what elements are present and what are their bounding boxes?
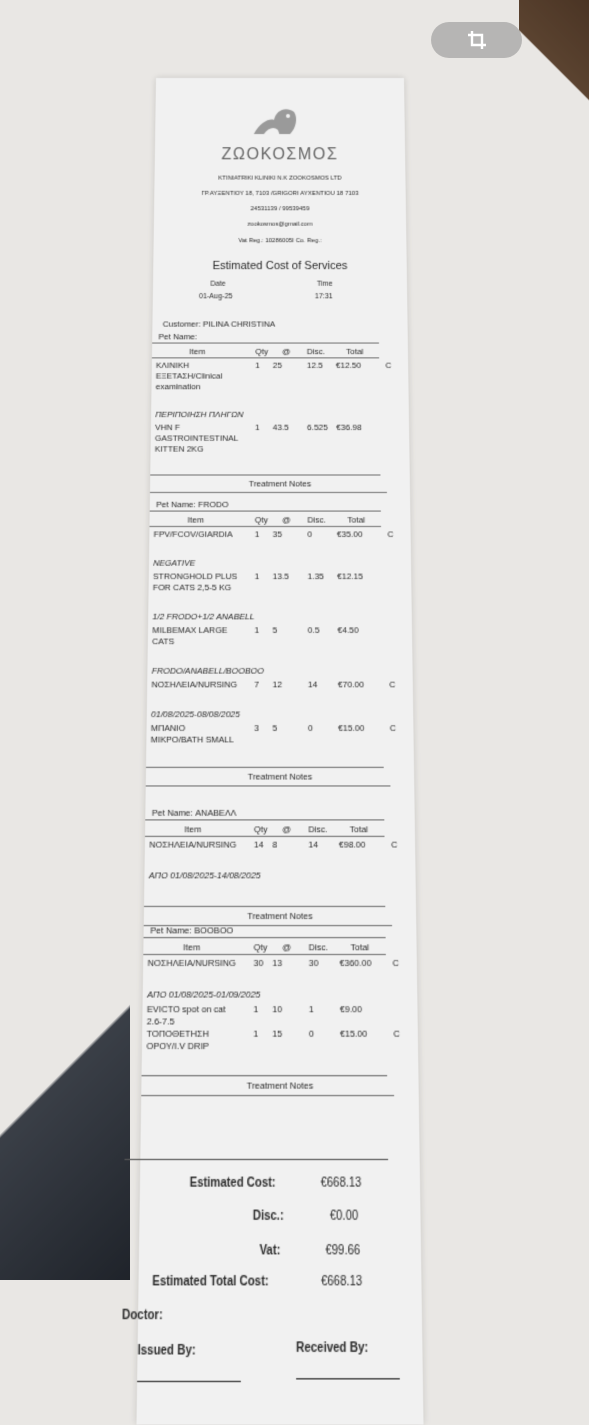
line-name: STRONGHOLD PLUS xyxy=(152,571,238,582)
treatment-notes-label: Treatment Notes xyxy=(247,771,313,782)
line-total: €70.00 xyxy=(337,679,365,690)
treatment-note: ΑΠΟ 01/08/2025-01/09/2025 xyxy=(147,989,261,1001)
line-qty: 30 xyxy=(253,957,264,969)
line-qty: 1 xyxy=(255,422,260,433)
notes-divider xyxy=(146,767,384,768)
line-name: VHN F xyxy=(155,422,181,433)
treatment-note: 1/2 FRODO+1/2 ANABELL xyxy=(152,611,255,622)
estimated-total-value: €668.13 xyxy=(321,1275,363,1290)
received-signature-line xyxy=(296,1378,400,1379)
line-name: examination xyxy=(155,381,201,392)
line-qty: 1 xyxy=(253,1028,259,1040)
line-name: ΜΠΑΝΙΟ xyxy=(150,722,186,734)
line-total: €12.50 xyxy=(335,360,362,371)
disc-col-header: Disc. xyxy=(306,346,326,357)
line-qty: 3 xyxy=(254,722,259,734)
line-at: 8 xyxy=(272,839,278,850)
line-disc: 0 xyxy=(308,1028,314,1040)
treatment-notes-label: Treatment Notes xyxy=(247,910,313,922)
pet-name: Pet Name: BOOBOO xyxy=(150,924,234,936)
notes-divider xyxy=(150,474,380,475)
treatment-note: FRODO/ANABELL/BOOBOO xyxy=(151,665,264,676)
line-at: 5 xyxy=(272,722,278,734)
treatment-note: NEGATIVE xyxy=(153,557,196,568)
line-flag: C xyxy=(385,360,392,371)
wood-background xyxy=(519,0,589,150)
line-name: MILBEMAX LARGE xyxy=(152,625,228,636)
line-flag: C xyxy=(389,722,397,734)
date-value: 01-Aug-25 xyxy=(198,293,233,301)
time-label: Time xyxy=(316,280,333,288)
treatment-note: ΠΕΡΙΠΟΙΗΣΗ ΠΛΗΓΩΝ xyxy=(155,409,244,420)
pet-name: Pet Name: ΑΝΑΒΕΛΛ xyxy=(151,807,237,819)
clinic-email: zookosmos@gmail.com xyxy=(247,221,313,228)
crop-icon xyxy=(467,30,487,50)
header-divider xyxy=(143,954,386,955)
line-at: 35 xyxy=(272,529,283,540)
dark-background xyxy=(0,950,130,1280)
header-divider xyxy=(149,526,381,527)
line-total: €4.50 xyxy=(337,625,359,636)
total-col-header: Total xyxy=(347,514,366,525)
line-at: 5 xyxy=(272,625,278,636)
line-disc: 0 xyxy=(307,722,313,734)
at-col-header: @ xyxy=(282,346,291,357)
line-disc: 14 xyxy=(308,839,319,850)
issued-signature-line xyxy=(137,1381,241,1382)
line-name: CATS xyxy=(152,636,175,647)
line-total: €12.15 xyxy=(337,571,364,582)
line-name: ΝΟΣΗΛΕΙΑ/NURSING xyxy=(149,839,237,850)
estimated-cost-value: €668.13 xyxy=(320,1176,362,1191)
treatment-notes-label: Treatment Notes xyxy=(248,478,312,489)
clinic-vat: Vat Reg.: 10286005I Co. Reg.: xyxy=(238,238,322,245)
date-label: Date xyxy=(210,280,226,288)
line-disc: 6.525 xyxy=(307,422,328,433)
disc-col-header: Disc. xyxy=(307,514,327,525)
line-disc: 0 xyxy=(307,529,313,540)
pet-name: Pet Name: xyxy=(158,331,198,342)
issued-by-label: Issued By: xyxy=(137,1343,196,1359)
line-disc: 30 xyxy=(308,957,319,969)
header-divider xyxy=(145,819,384,820)
line-qty: 1 xyxy=(254,529,260,540)
line-name: KITTEN 2KG xyxy=(154,444,204,454)
item-col-header: Item xyxy=(187,514,204,525)
notes-divider xyxy=(142,1075,388,1076)
line-name: ΜΙΚΡΟ/BATH SMALL xyxy=(150,734,234,745)
line-flag: C xyxy=(391,839,398,850)
header-divider xyxy=(150,511,381,512)
pet-name: Pet Name: FRODO xyxy=(156,499,229,510)
line-flag: C xyxy=(387,529,394,540)
line-at: 43.5 xyxy=(272,422,289,433)
line-disc: 0.5 xyxy=(307,625,320,636)
line-disc: 12.5 xyxy=(306,360,323,371)
item-col-header: Item xyxy=(183,941,201,953)
line-at: 13 xyxy=(272,957,283,969)
dog-logo-icon xyxy=(250,104,300,140)
notes-divider xyxy=(141,1095,394,1096)
treatment-note: 01/08/2025-08/08/2025 xyxy=(151,709,241,720)
at-col-header: @ xyxy=(282,824,292,835)
line-total: €35.00 xyxy=(336,529,363,540)
line-name: ΚΛΙΝΙΚΗ xyxy=(155,360,190,371)
vat-label: Vat: xyxy=(259,1244,281,1259)
clinic-address: ΓΡ.ΑΥΞΕΝΤΙΟΥ 18, 7103 /GRIGORI AYXENTIOU 18 7103 xyxy=(201,190,359,197)
qty-col-header: Qty xyxy=(253,824,268,835)
discount-label: Disc.: xyxy=(252,1209,284,1224)
document-title: Estimated Cost of Services xyxy=(212,259,348,273)
total-col-header: Total xyxy=(349,824,369,835)
qty-col-header: Qty xyxy=(255,346,269,357)
at-col-header: @ xyxy=(282,514,291,525)
line-flag: C xyxy=(389,679,396,690)
line-total: €36.98 xyxy=(336,422,362,433)
line-qty: 7 xyxy=(254,679,260,690)
line-disc: 1 xyxy=(308,1003,314,1015)
header-divider xyxy=(152,343,379,344)
line-name: ΕΞΕΤΑΣΗ/Clinical xyxy=(155,371,223,381)
discount-value: €0.00 xyxy=(329,1209,359,1224)
header-divider xyxy=(145,836,384,837)
line-at: 25 xyxy=(272,360,282,371)
line-at: 10 xyxy=(272,1003,283,1015)
item-col-header: Item xyxy=(184,824,202,835)
total-col-header: Total xyxy=(350,941,370,953)
qty-col-header: Qty xyxy=(254,514,268,525)
line-total: €15.00 xyxy=(338,722,365,734)
vat-value: €99.66 xyxy=(325,1244,361,1259)
line-qty: 14 xyxy=(253,839,264,850)
line-disc: 14 xyxy=(307,679,318,690)
line-qty: 1 xyxy=(254,571,260,582)
at-col-header: @ xyxy=(282,941,292,953)
line-name: 2.6-7.5 xyxy=(146,1015,175,1027)
treatment-note: ΑΠΟ 01/08/2025-14/08/2025 xyxy=(148,870,261,881)
line-name: ΟΡΟΥ/I.V DRIP xyxy=(146,1040,210,1052)
line-qty: 1 xyxy=(253,1003,259,1015)
disc-col-header: Disc. xyxy=(308,941,329,953)
line-total: €9.00 xyxy=(339,1003,363,1015)
brand-name: ΖΩΟΚΟΣΜΟΣ xyxy=(221,146,339,164)
line-flag: C xyxy=(392,957,399,969)
header-divider xyxy=(144,937,386,938)
qty-col-header: Qty xyxy=(253,941,268,953)
line-at: 15 xyxy=(272,1028,283,1040)
line-name: ΝΟΣΗΛΕΙΑ/NURSING xyxy=(151,679,238,690)
totals-divider xyxy=(125,1159,389,1160)
notes-divider xyxy=(144,906,385,907)
line-disc: 1.35 xyxy=(307,571,325,582)
clinic-subtitle: KTINIATRIKI KLINIKI N.K ZOOKOSMOS LTD xyxy=(218,175,342,182)
line-name: GASTROINTESTINAL xyxy=(154,433,239,443)
receipt xyxy=(121,78,424,1425)
line-flag: C xyxy=(393,1028,400,1040)
line-qty: 1 xyxy=(254,625,260,636)
received-by-label: Received By: xyxy=(296,1341,369,1356)
time-value: 17:31 xyxy=(314,293,333,301)
line-name: EVICTO spot on cat xyxy=(146,1003,226,1015)
line-name: ΝΟΣΗΛΕΙΑ/NURSING xyxy=(147,957,236,969)
estimated-cost-label: Estimated Cost: xyxy=(189,1176,276,1191)
line-name: FPV/FCOV/GIARDIA xyxy=(153,529,233,540)
notes-divider xyxy=(150,492,387,493)
line-name: ΤΟΠΟΘΕΤΗΣΗ xyxy=(146,1028,209,1040)
line-at: 12 xyxy=(272,679,283,690)
disc-col-header: Disc. xyxy=(308,824,328,835)
line-total: €15.00 xyxy=(339,1028,368,1040)
treatment-notes-label: Treatment Notes xyxy=(246,1080,314,1092)
line-name: FOR CATS 2,5-5 KG xyxy=(152,582,232,593)
total-col-header: Total xyxy=(346,346,364,357)
header-divider xyxy=(152,357,379,358)
line-at: 13.5 xyxy=(272,571,290,582)
line-total: €98.00 xyxy=(338,839,366,850)
estimated-total-label: Estimated Total Cost: xyxy=(152,1275,269,1290)
clinic-phones: 24531139 / 99539459 xyxy=(250,206,310,213)
notes-divider xyxy=(146,785,391,786)
crop-button[interactable] xyxy=(431,22,522,58)
doctor-label: Doctor: xyxy=(121,1308,163,1324)
item-col-header: Item xyxy=(189,346,206,357)
line-qty: 1 xyxy=(255,360,260,371)
line-total: €360.00 xyxy=(339,957,372,969)
customer-name: Customer: PILINA CHRISTINA xyxy=(162,319,276,329)
